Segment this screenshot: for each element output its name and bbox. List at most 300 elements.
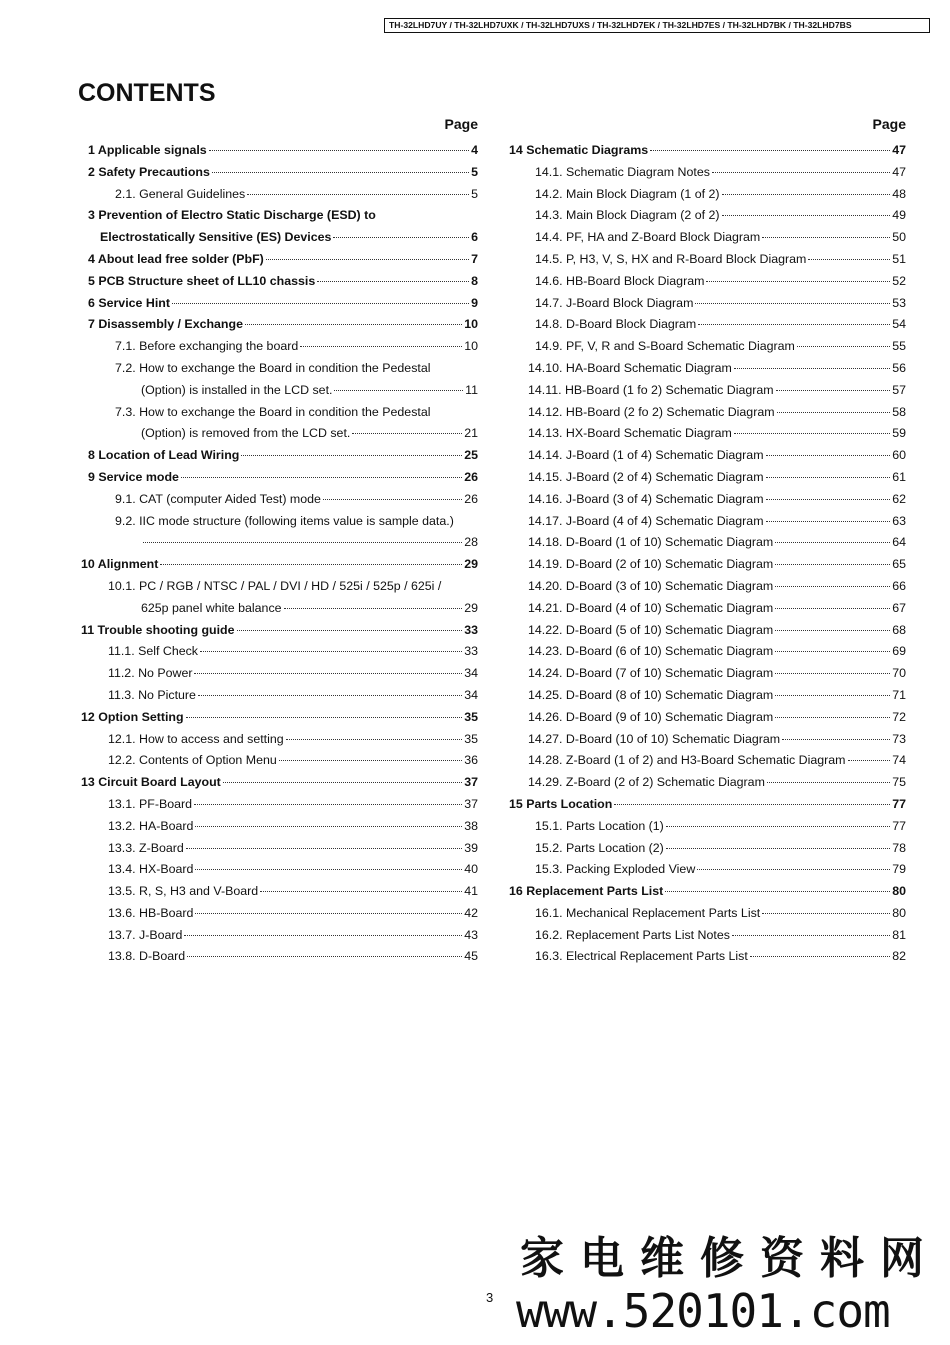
toc-entry[interactable] (78, 184, 478, 206)
toc-entry-page: 8 (471, 273, 478, 288)
dot-leader (766, 455, 891, 456)
dot-leader (650, 150, 890, 151)
toc-entry-title: 14.10. HA-Board Schematic Diagram (528, 360, 732, 375)
toc-entry[interactable] (506, 946, 906, 968)
toc-left-list (78, 140, 478, 968)
toc-entry-page: 73 (892, 731, 906, 746)
dot-leader (762, 913, 890, 914)
toc-entry-title: 14.29. Z-Board (2 of 2) Schematic Diagram (528, 775, 765, 790)
toc-left-column (78, 114, 478, 968)
toc-entry-title: (Option) is installed in the LCD set. (141, 382, 333, 397)
toc-entry-page: 29 (464, 557, 478, 572)
dot-leader (766, 499, 891, 500)
dot-leader (775, 651, 890, 652)
dot-leader (775, 630, 890, 631)
toc-entry-page: 10 (464, 317, 478, 332)
dot-leader (712, 172, 890, 173)
dot-leader (300, 346, 462, 347)
toc-entry[interactable] (78, 532, 478, 554)
toc-entry[interactable] (78, 641, 478, 663)
toc-entry[interactable] (506, 881, 906, 903)
toc-entry[interactable] (506, 554, 906, 576)
dot-leader (848, 760, 891, 761)
dot-leader (247, 194, 469, 195)
dot-leader (143, 542, 462, 543)
toc-entry-title: 14.12. HB-Board (2 fo 2) Schematic Diagram (528, 404, 775, 419)
toc-entry-page: 26 (464, 469, 478, 484)
toc-entry[interactable] (78, 598, 478, 620)
dot-leader (797, 346, 890, 347)
dot-leader (187, 956, 462, 957)
toc-entry-title: 10.1. PC / RGB / NTSC / PAL / DVI / HD / 525i / 525p / 625i / (108, 578, 442, 593)
toc-entry-page: 77 (892, 818, 906, 833)
toc-entry[interactable] (78, 336, 478, 358)
toc-entry-title: 2.1. General Guidelines (115, 186, 246, 201)
dot-leader (200, 651, 462, 652)
toc-entry-title: 14.18. D-Board (1 of 10) Schematic Diagram (528, 535, 774, 550)
toc-entry-title: 15.3. Packing Exploded View (535, 862, 696, 877)
dot-leader (194, 673, 462, 674)
toc-entry-page: 29 (464, 600, 478, 615)
toc-entry[interactable] (78, 881, 478, 903)
watermark-url-text: www.520101.com (516, 1284, 890, 1338)
toc-entry-page: 67 (892, 600, 906, 615)
toc-entry[interactable] (78, 380, 478, 402)
toc-entry-title: 8 Location of Lead Wiring (88, 448, 240, 463)
toc-entry-title: 14.27. D-Board (10 of 10) Schematic Diagram (528, 731, 781, 746)
toc-entry-title: 7 Disassembly / Exchange (88, 317, 243, 332)
toc-entry-page: 61 (892, 469, 906, 484)
toc-entry-page: 59 (892, 426, 906, 441)
toc-entry-page: 48 (892, 186, 906, 201)
toc-entry[interactable] (78, 423, 478, 445)
toc-entry-page: 39 (464, 840, 478, 855)
dot-leader (195, 913, 462, 914)
toc-entry-page: 5 (471, 186, 478, 201)
toc-entry-page: 45 (464, 949, 478, 964)
toc-entry-title: 11.2. No Power (108, 666, 193, 681)
toc-entry-page: 9 (471, 295, 478, 310)
dot-leader (172, 303, 469, 304)
toc-entry-page: 47 (892, 143, 906, 157)
toc-entry-page: 10 (464, 339, 478, 354)
toc-entry-title: 16 Replacement Parts List (509, 884, 664, 899)
toc-entry-title: 16.1. Mechanical Replacement Parts List (535, 905, 761, 920)
toc-entry[interactable] (506, 750, 906, 772)
toc-entry-page: 43 (464, 927, 478, 942)
toc-entry-title: 14.25. D-Board (8 of 10) Schematic Diagram (528, 687, 774, 702)
dot-leader (734, 368, 890, 369)
toc-entry-title: 12 Option Setting (81, 709, 184, 724)
toc-entry[interactable] (506, 467, 906, 489)
toc-entry-title: Electrostatically Sensitive (ES) Devices (100, 230, 332, 245)
dot-leader (209, 150, 469, 151)
dot-leader (195, 869, 462, 870)
toc-entry-page: 54 (892, 317, 906, 332)
toc-entry[interactable] (78, 271, 478, 293)
toc-entry-page: 80 (892, 884, 906, 899)
page-title: CONTENTS (78, 79, 216, 107)
toc-right-list (506, 140, 906, 968)
dot-leader (777, 412, 891, 413)
toc-entry-title: 9 Service mode (88, 469, 179, 484)
toc-entry[interactable] (78, 554, 478, 576)
toc-entry-title: 7.3. How to exchange the Board in condition the Pedestal (115, 404, 431, 419)
dot-leader (775, 586, 890, 587)
toc-entry-page: 47 (892, 164, 906, 179)
dot-leader (775, 695, 890, 696)
toc-entry-title: 7.2. How to exchange the Board in condition the Pedestal (115, 360, 431, 375)
dot-leader (766, 521, 891, 522)
toc-entry-title: 14.8. D-Board Block Diagram (535, 317, 697, 332)
toc-entry[interactable] (78, 293, 478, 315)
toc-entry-page: 51 (892, 251, 906, 266)
toc-entry-page: 75 (892, 775, 906, 790)
toc-entry-title: 9.1. CAT (computer Aided Test) mode (115, 491, 321, 506)
toc-entry[interactable] (506, 489, 906, 511)
toc-entry-title: 14.3. Main Block Diagram (2 of 2) (535, 208, 720, 223)
toc-entry[interactable] (506, 729, 906, 751)
toc-entry[interactable] (78, 227, 478, 249)
toc-entry[interactable] (506, 249, 906, 271)
toc-entry-title: 14.9. PF, V, R and S-Board Schematic Diagram (535, 339, 795, 354)
dot-leader (775, 673, 890, 674)
toc-entry-title: 12.1. How to access and setting (108, 731, 284, 746)
toc-entry-title: 14.11. HB-Board (1 fo 2) Schematic Diagram (528, 382, 774, 397)
dot-leader (181, 477, 462, 478)
toc-entry-title: 15.1. Parts Location (1) (535, 818, 664, 833)
toc-entry-page: 57 (892, 382, 906, 397)
toc-entry[interactable] (78, 903, 478, 925)
toc-entry-page: 58 (892, 404, 906, 419)
dot-leader (194, 804, 462, 805)
toc-entry[interactable] (78, 707, 478, 729)
toc-entry[interactable] (506, 162, 906, 184)
dot-leader (323, 499, 462, 500)
toc-entry-page: 36 (464, 753, 478, 768)
toc-entry-title: 14.26. D-Board (9 of 10) Schematic Diagram (528, 709, 774, 724)
toc-entry[interactable] (506, 358, 906, 380)
toc-entry[interactable] (506, 140, 906, 162)
toc-entry-title: 14.5. P, H3, V, S, HX and R-Board Block Diagram (535, 251, 807, 266)
toc-entry-page: 53 (892, 295, 906, 310)
dot-leader (237, 630, 463, 631)
toc-entry-title: 14.14. J-Board (1 of 4) Schematic Diagram (528, 448, 764, 463)
toc-entry-page: 4 (471, 143, 478, 157)
toc-entry-title: 1 Applicable signals (88, 143, 207, 157)
dot-leader (223, 782, 462, 783)
toc-entry-title: 7.1. Before exchanging the board (115, 339, 299, 354)
page-number: 3 (486, 1290, 494, 1305)
toc-entry[interactable] (506, 838, 906, 860)
toc-entry-title: 14.21. D-Board (4 of 10) Schematic Diagram (528, 600, 774, 615)
toc-entry-title: 16.2. Replacement Parts List Notes (535, 927, 730, 942)
toc-entry[interactable] (78, 838, 478, 860)
dot-leader (284, 608, 463, 609)
toc-entry[interactable] (78, 946, 478, 968)
toc-entry[interactable] (78, 162, 478, 184)
toc-entry[interactable] (78, 249, 478, 271)
toc-entry[interactable] (78, 576, 478, 598)
toc-entry-page: 71 (892, 687, 906, 702)
toc-entry[interactable] (78, 685, 478, 707)
toc-entry-title: 10 Alignment (81, 557, 159, 572)
toc-entry-page: 69 (892, 644, 906, 659)
dot-leader (766, 477, 891, 478)
toc-entry-title: (Option) is removed from the LCD set. (141, 426, 351, 441)
dot-leader (782, 739, 890, 740)
dot-leader (775, 542, 890, 543)
toc-entry-page: 40 (464, 862, 478, 877)
dot-leader (186, 848, 462, 849)
toc-entry[interactable] (506, 663, 906, 685)
dot-leader (767, 782, 890, 783)
toc-entry[interactable] (506, 772, 906, 794)
toc-right-column (506, 114, 906, 968)
toc-entry-page: 25 (464, 448, 478, 463)
dot-leader (266, 259, 469, 260)
toc-entry-page: 21 (464, 426, 478, 441)
toc-entry[interactable] (506, 511, 906, 533)
toc-entry[interactable] (78, 925, 478, 947)
toc-entry[interactable] (78, 750, 478, 772)
dot-leader (286, 739, 463, 740)
toc-entry-title: 13.2. HA-Board (108, 818, 194, 833)
toc-entry[interactable] (78, 511, 478, 533)
toc-entry-title: 11 Trouble shooting guide (81, 622, 235, 637)
toc-entry[interactable] (506, 227, 906, 249)
toc-entry-title: 3 Prevention of Electro Static Discharge (ESD) to (88, 208, 376, 223)
dot-leader (195, 826, 462, 827)
toc-entry[interactable] (506, 184, 906, 206)
dot-leader (184, 935, 462, 936)
toc-entry-title: 14.2. Main Block Diagram (1 of 2) (535, 186, 720, 201)
toc-entry[interactable] (506, 576, 906, 598)
toc-entry-title: 14.15. J-Board (2 of 4) Schematic Diagram (528, 469, 764, 484)
toc-entry-title: 16.3. Electrical Replacement Parts List (535, 949, 748, 964)
toc-entry-title: 2 Safety Precautions (88, 164, 210, 179)
dot-leader (333, 237, 469, 238)
toc-entry[interactable] (506, 293, 906, 315)
toc-entry-page: 41 (464, 884, 478, 899)
toc-entry[interactable] (506, 380, 906, 402)
dot-leader (808, 259, 890, 260)
toc-entry-title: 625p panel white balance (141, 600, 282, 615)
toc-entry-page: 35 (464, 731, 478, 746)
toc-entry[interactable] (78, 140, 478, 162)
toc-entry-page: 28 (464, 535, 478, 550)
toc-entry-title: 9.2. IIC mode structure (following items value is sample data.) (115, 513, 454, 528)
dot-leader (732, 935, 890, 936)
toc-entry-page: 52 (892, 273, 906, 288)
dot-leader (198, 695, 462, 696)
dot-leader (698, 324, 890, 325)
toc-entry-title: 15.2. Parts Location (2) (535, 840, 664, 855)
toc-entry-page: 80 (892, 905, 906, 920)
toc-entry-page: 38 (464, 818, 478, 833)
toc-entry[interactable] (506, 925, 906, 947)
toc-entry-page: 37 (464, 796, 478, 811)
toc-entry-title: 13.5. R, S, H3 and V-Board (108, 884, 259, 899)
toc-entry[interactable] (506, 794, 906, 816)
toc-entry[interactable] (506, 641, 906, 663)
toc-entry-page: 34 (464, 666, 478, 681)
model-list-header: TH-32LHD7UY / TH-32LHD7UXK / TH-32LHD7UXS / TH-32LHD7EK / TH-32LHD7ES / TH-32LHD7BK / TH-32LHD7BS (384, 18, 930, 33)
toc-entry-title: 14.7. J-Board Block Diagram (535, 295, 694, 310)
toc-entry-page: 34 (464, 687, 478, 702)
toc-entry-title: 12.2. Contents of Option Menu (108, 753, 277, 768)
dot-leader (241, 455, 462, 456)
toc-entry[interactable] (78, 467, 478, 489)
toc-entry[interactable] (78, 402, 478, 424)
toc-entry-page: 5 (471, 164, 478, 179)
toc-entry-title: 15 Parts Location (509, 796, 613, 811)
dot-leader (186, 717, 463, 718)
toc-entry[interactable] (78, 620, 478, 642)
toc-entry-title: 14.19. D-Board (2 of 10) Schematic Diagram (528, 557, 774, 572)
toc-entry-page: 33 (464, 622, 478, 637)
toc-entry-page: 49 (892, 208, 906, 223)
toc-entry[interactable] (506, 685, 906, 707)
toc-entry[interactable] (506, 402, 906, 424)
toc-entry[interactable] (506, 620, 906, 642)
toc-entry-title: 13.4. HX-Board (108, 862, 194, 877)
dot-leader (734, 433, 890, 434)
dot-leader (775, 608, 890, 609)
toc-entry-page: 78 (892, 840, 906, 855)
toc-entry-title: 14 Schematic Diagrams (509, 143, 649, 157)
toc-entry-title: 13.8. D-Board (108, 949, 186, 964)
toc-entry[interactable] (506, 903, 906, 925)
dot-leader (614, 804, 890, 805)
toc-entry-page: 50 (892, 230, 906, 245)
page-column-heading: Page (872, 116, 906, 132)
toc-entry[interactable] (506, 598, 906, 620)
toc-entry[interactable] (78, 772, 478, 794)
toc-entry-page: 37 (464, 775, 478, 790)
toc-entry[interactable] (78, 663, 478, 685)
toc-entry-page: 77 (892, 796, 906, 811)
toc-entry[interactable] (506, 205, 906, 227)
dot-leader (260, 891, 462, 892)
dot-leader (722, 215, 891, 216)
dot-leader (352, 433, 462, 434)
toc-entry[interactable] (506, 271, 906, 293)
dot-leader (245, 324, 462, 325)
toc-entry[interactable] (78, 358, 478, 380)
toc-entry-title: 14.4. PF, HA and Z-Board Block Diagram (535, 230, 761, 245)
dot-leader (775, 564, 890, 565)
toc-entry-page: 62 (892, 491, 906, 506)
toc-entry[interactable] (506, 445, 906, 467)
toc-entry-page: 35 (464, 709, 478, 724)
toc-entry[interactable] (506, 336, 906, 358)
toc-entry-title: 5 PCB Structure sheet of LL10 chassis (88, 273, 316, 288)
toc-entry-title: 13.7. J-Board (108, 927, 183, 942)
toc-entry-title: 14.24. D-Board (7 of 10) Schematic Diagram (528, 666, 774, 681)
toc-entry-page: 63 (892, 513, 906, 528)
toc-entry-title: 13.1. PF-Board (108, 796, 193, 811)
toc-entry-title: 13 Circuit Board Layout (81, 775, 221, 790)
toc-entry-title: 14.22. D-Board (5 of 10) Schematic Diagram (528, 622, 774, 637)
toc-entry-title: 6 Service Hint (88, 295, 170, 310)
dot-leader (762, 237, 890, 238)
dot-leader (775, 717, 890, 718)
dot-leader (750, 956, 890, 957)
dot-leader (666, 848, 890, 849)
toc-entry[interactable] (506, 859, 906, 881)
dot-leader (334, 390, 463, 391)
toc-entry[interactable] (78, 489, 478, 511)
toc-entry-page: 60 (892, 448, 906, 463)
toc-entry-page: 56 (892, 360, 906, 375)
toc-entry-page: 70 (892, 666, 906, 681)
toc-entry-title: 14.6. HB-Board Block Diagram (535, 273, 705, 288)
toc-entry-title: 14.13. HX-Board Schematic Diagram (528, 426, 732, 441)
dot-leader (666, 826, 890, 827)
toc-entry[interactable] (506, 423, 906, 445)
dot-leader (776, 390, 891, 391)
toc-entry-page: 68 (892, 622, 906, 637)
toc-entry-page: 33 (464, 644, 478, 659)
toc-entry-page: 26 (464, 491, 478, 506)
toc-entry[interactable] (78, 794, 478, 816)
toc-entry-page: 81 (892, 927, 906, 942)
toc-entry-title: 13.6. HB-Board (108, 905, 194, 920)
page-column-heading: Page (444, 116, 478, 132)
dot-leader (706, 281, 890, 282)
toc-entry-title: 14.16. J-Board (3 of 4) Schematic Diagram (528, 491, 764, 506)
toc-entry-title: 14.23. D-Board (6 of 10) Schematic Diagram (528, 644, 774, 659)
toc-entry-page: 66 (892, 578, 906, 593)
toc-entry[interactable] (78, 445, 478, 467)
toc-entry-page: 72 (892, 709, 906, 724)
toc-entry[interactable] (506, 314, 906, 336)
toc-entry-page: 82 (892, 949, 906, 964)
toc-entry[interactable] (78, 729, 478, 751)
toc-entry[interactable] (78, 314, 478, 336)
toc-entry-page: 42 (464, 905, 478, 920)
toc-entry-title: 4 About lead free solder (PbF) (88, 251, 264, 266)
toc-entry-page: 7 (471, 251, 478, 266)
toc-entry-page: 79 (892, 862, 906, 877)
toc-entry-page: 11 (465, 382, 478, 397)
toc-entry-title: 14.20. D-Board (3 of 10) Schematic Diagram (528, 578, 774, 593)
dot-leader (722, 194, 891, 195)
toc-entry[interactable] (506, 707, 906, 729)
toc-entry-title: 14.28. Z-Board (1 of 2) and H3-Board Schematic Diagram (528, 753, 846, 768)
toc-entry[interactable] (78, 205, 478, 227)
toc-entry[interactable] (506, 532, 906, 554)
toc-entry[interactable] (506, 816, 906, 838)
toc-entry-title: 11.3. No Picture (108, 687, 196, 702)
toc-entry-page: 74 (892, 753, 906, 768)
dot-leader (697, 869, 890, 870)
toc-entry[interactable] (78, 816, 478, 838)
dot-leader (695, 303, 890, 304)
toc-entry-page: 64 (892, 535, 906, 550)
dot-leader (317, 281, 469, 282)
dot-leader (212, 172, 469, 173)
dot-leader (279, 760, 462, 761)
dot-leader (160, 564, 462, 565)
watermark-chinese-text: 家电维修资料网 (520, 1233, 940, 1284)
toc-entry-page: 55 (892, 339, 906, 354)
toc-entry-title: 14.1. Schematic Diagram Notes (535, 164, 710, 179)
dot-leader (665, 891, 890, 892)
toc-entry-page: 6 (471, 230, 478, 245)
toc-entry[interactable] (78, 859, 478, 881)
